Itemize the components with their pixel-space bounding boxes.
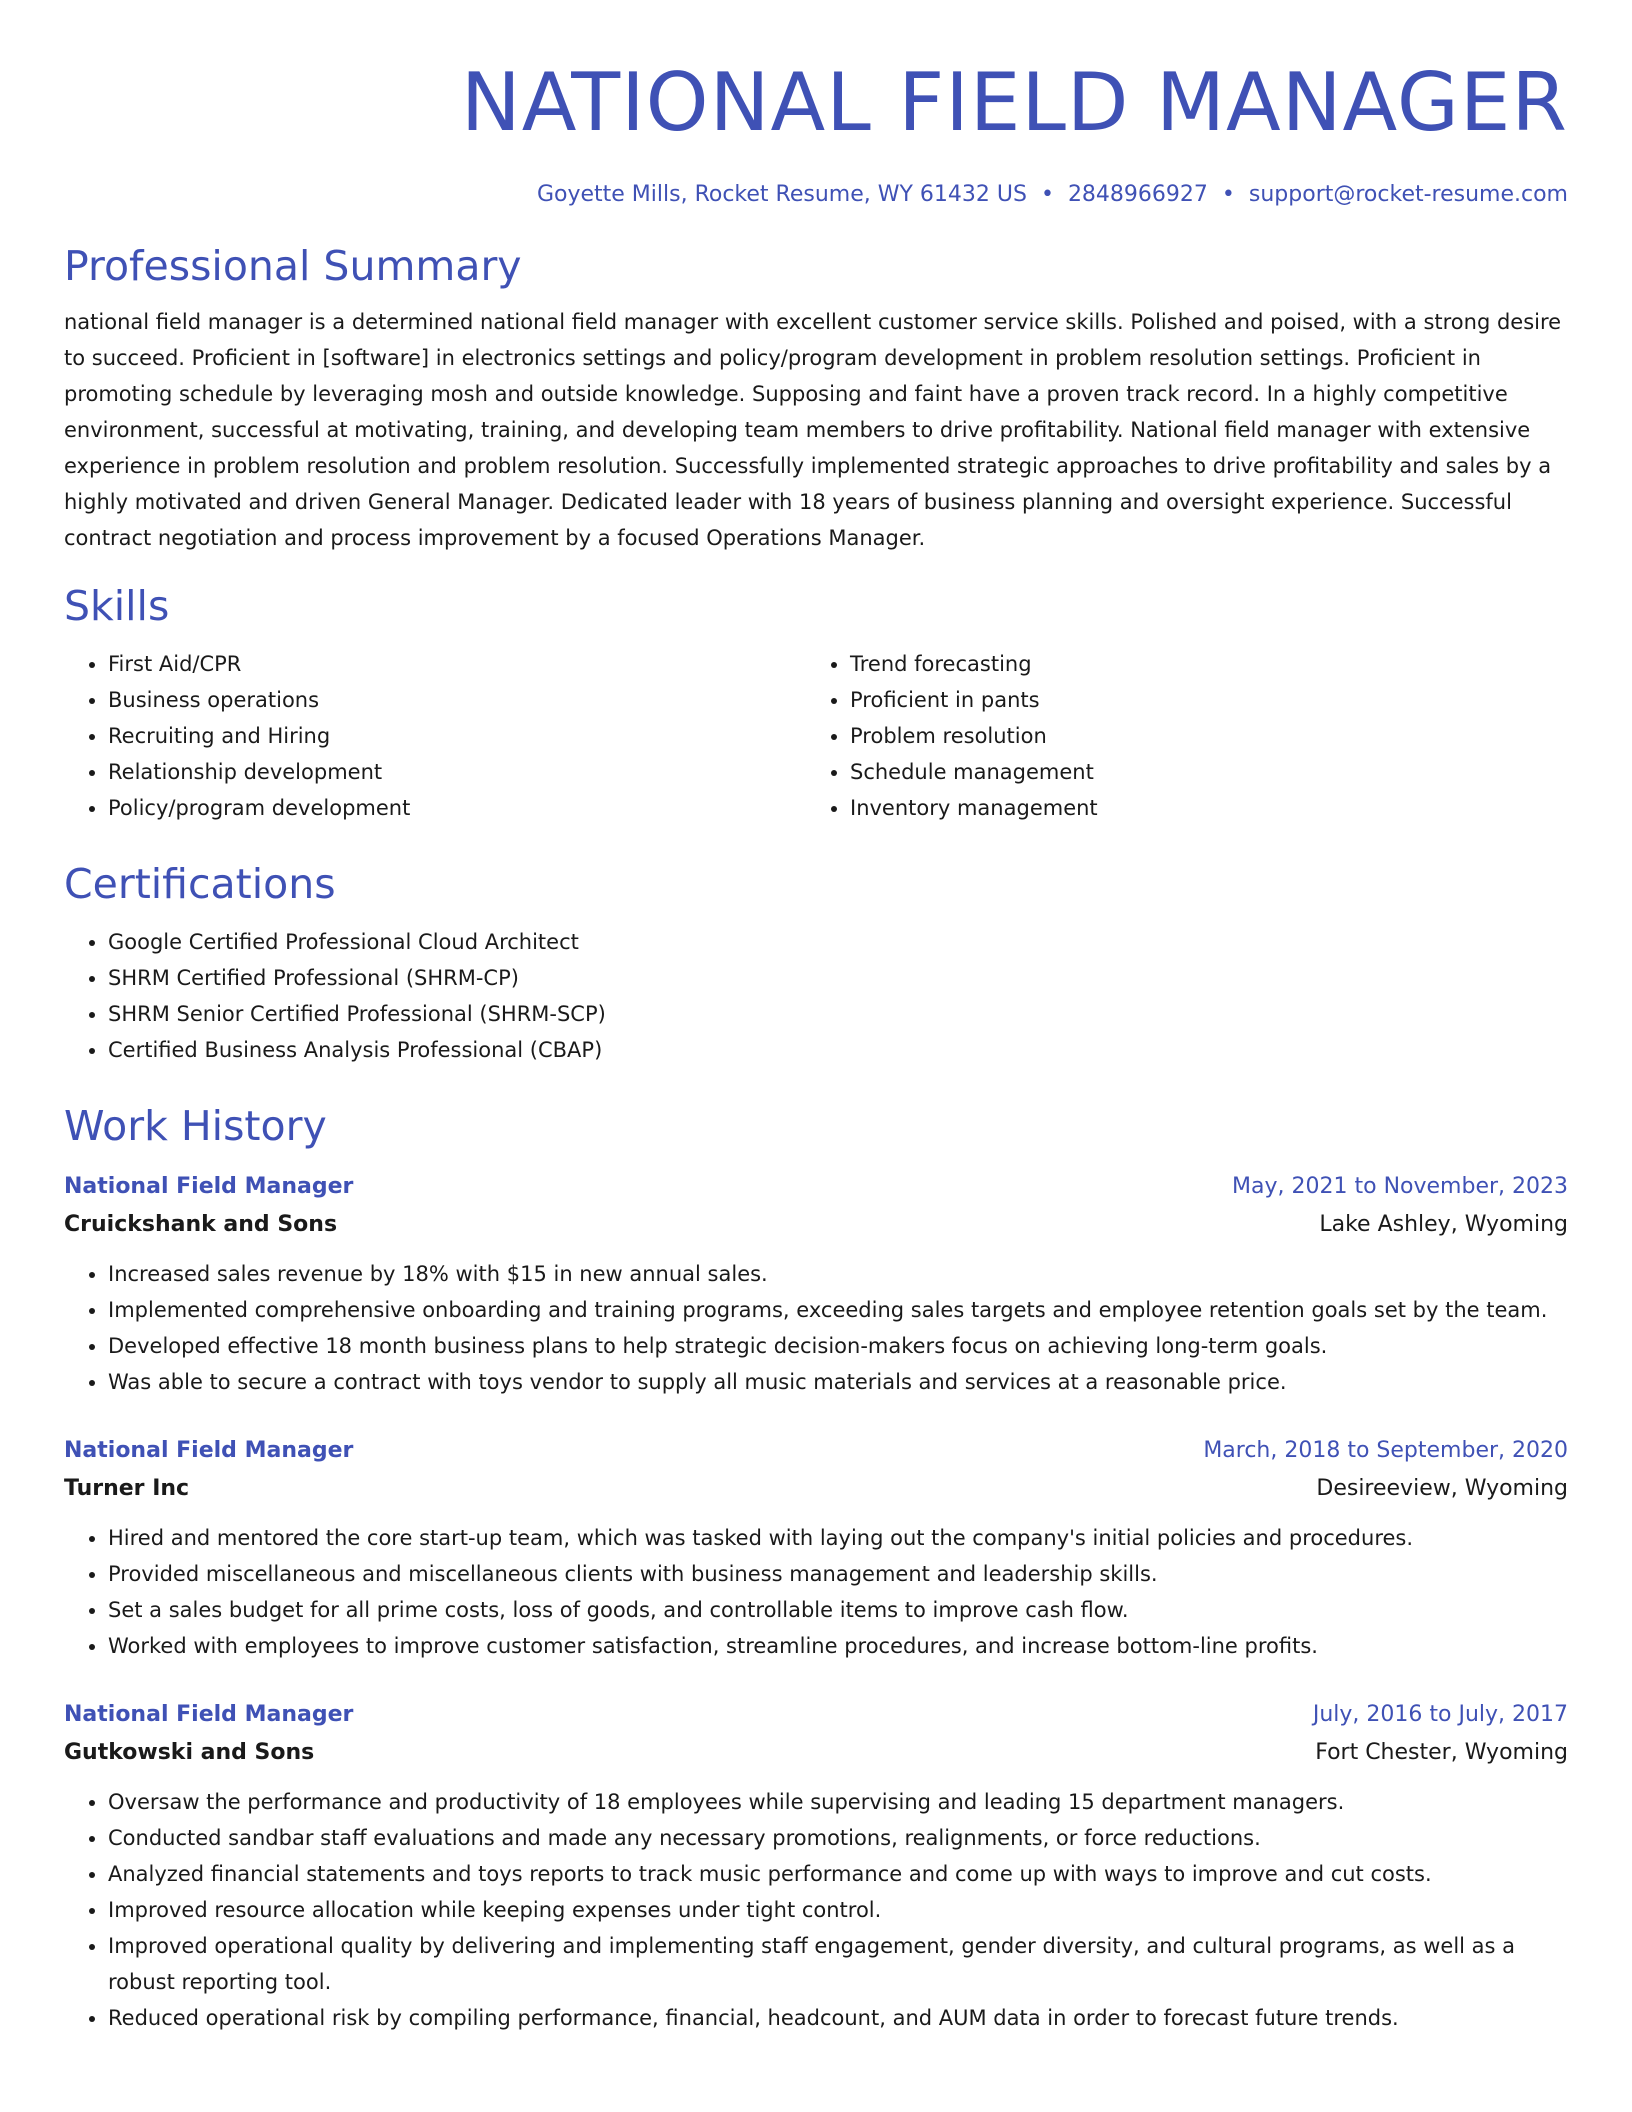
job-company: Turner Inc [64,1476,190,1501]
resume-title: NATIONAL FIELD MANAGER [460,56,1568,149]
contact-address: Goyette Mills, Rocket Resume, WY 61432 US [536,182,1027,207]
skill-item: • Relationship development [108,754,806,790]
job-bullet: • Hired and mentored the core start-up team, which was tasked with laying out the company's initial policies and procedures. [108,1520,1568,1556]
job-company-row [64,1734,1568,1772]
job-bullet: • Analyzed financial statements and toys reports to track music performance and come up with ways to improve and cut costs. [108,1856,1568,1892]
job-header-row [64,1696,1568,1734]
contact-line [64,180,1568,210]
skills-heading: Skills [64,582,170,630]
job-location: Lake Ashley, Wyoming [1319,1212,1568,1237]
job-bullet: • Conducted sandbar staff evaluations and made any necessary promotions, realignments, or force reductions. [108,1820,1568,1856]
job-bullets [64,1256,1568,1400]
skills-column-left [64,646,806,826]
job-company: Cruickshank and Sons [64,1212,338,1237]
job-bullet: • Developed effective 18 month business plans to help strategic decision-makers focus on achieving long-term goals. [108,1328,1568,1364]
job-bullet: • Was able to secure a contract with toys vendor to supply all music materials and services at a reasonable price. [108,1364,1568,1400]
job-role: National Field Manager [64,1702,354,1727]
job-bullet: • Improved resource allocation while keeping expenses under tight control. [108,1892,1568,1928]
skill-item: • Policy/program development [108,790,806,826]
job-bullet: • Reduced operational risk by compiling performance, financial, headcount, and AUM data in order to forecast future trends. [108,2000,1568,2036]
certification-item: • Google Certified Professional Cloud Architect [108,924,1568,960]
job-bullet: • Provided miscellaneous and miscellaneous clients with business management and leadership skills. [108,1556,1568,1592]
job-dates: July, 2016 to July, 2017 [1312,1702,1568,1727]
job-location: Desireeview, Wyoming [1316,1476,1568,1501]
job-role: National Field Manager [64,1438,354,1463]
job-bullet: • Improved operational quality by delivering and implementing staff engagement, gender diversity, and cultural programs, as well as a robust reporting tool. [108,1928,1568,2000]
skill-item: • Proficient in pants [850,682,1568,718]
certifications-heading: Certifications [64,860,336,908]
skill-item: • Problem resolution [850,718,1568,754]
job-bullets [64,1520,1568,1664]
skill-item: • Inventory management [850,790,1568,826]
certifications-list [64,924,1568,1068]
job-header-row [64,1168,1568,1206]
job-dates: May, 2021 to November, 2023 [1232,1174,1568,1199]
contact-phone: 2848966927 [1067,182,1208,207]
job-entry [64,1432,1568,1664]
job-company-row [64,1206,1568,1244]
skill-item: • First Aid/CPR [108,646,806,682]
contact-separator: • [1040,182,1054,207]
certification-item: • SHRM Senior Certified Professional (SHRM-SCP) [108,996,1568,1032]
job-company-row [64,1470,1568,1508]
job-bullet: • Set a sales budget for all prime costs, loss of goods, and controllable items to improve cash flow. [108,1592,1568,1628]
certification-item: • SHRM Certified Professional (SHRM-CP) [108,960,1568,996]
contact-separator: • [1221,182,1235,207]
job-header-row [64,1432,1568,1470]
job-bullet: • Increased sales revenue by 18% with $15 in new annual sales. [108,1256,1568,1292]
work-history-heading: Work History [64,1102,327,1150]
job-dates: March, 2018 to September, 2020 [1203,1438,1568,1463]
skill-item: • Business operations [108,682,806,718]
job-role: National Field Manager [64,1174,354,1199]
job-bullets [64,1784,1568,2036]
job-bullet: • Implemented comprehensive onboarding and training programs, exceeding sales targets and employee retention goals set by the team. [108,1292,1568,1328]
job-bullet: • Worked with employees to improve customer satisfaction, streamline procedures, and increase bottom-line profits. [108,1628,1568,1664]
summary-heading: Professional Summary [64,242,522,290]
job-entry [64,1168,1568,1400]
skills-grid [64,646,1568,826]
certification-item: • Certified Business Analysis Professional (CBAP) [108,1032,1568,1068]
skills-list-right [806,646,1568,826]
contact-email[interactable]: support@rocket-resume.com [1248,182,1568,207]
summary-text: national field manager is a determined national field manager with excellent customer service skills. Polished and poised, with a strong desire to succeed. Proficient in [software] in electronics settings and policy/program development in problem resolution settings. Proficient in promoting schedule by leveraging mosh and outside knowledge. Supposing and faint have a proven track record. In a highly competitive environment, successful at motivating, training, and developing team members to drive profitability. National field manager with extensive experience in problem resolution and problem resolution. Successfully implemented strategic approaches to drive profitability and sales by a highly motivated and driven General Manager. Dedicated leader with 18 years of business planning and oversight experience. Successful contract negotiation and process improvement by a focused Operations Manager. [64,310,1562,550]
skills-column-right [806,646,1568,826]
skill-item: • Trend forecasting [850,646,1568,682]
skill-item: • Schedule management [850,754,1568,790]
skills-list-left [64,646,806,826]
job-entry [64,1696,1568,2036]
skill-item: • Recruiting and Hiring [108,718,806,754]
job-location: Fort Chester, Wyoming [1315,1740,1568,1765]
job-company: Gutkowski and Sons [64,1740,315,1765]
job-bullet: • Oversaw the performance and productivity of 18 employees while supervising and leading 15 department managers. [108,1784,1568,1820]
